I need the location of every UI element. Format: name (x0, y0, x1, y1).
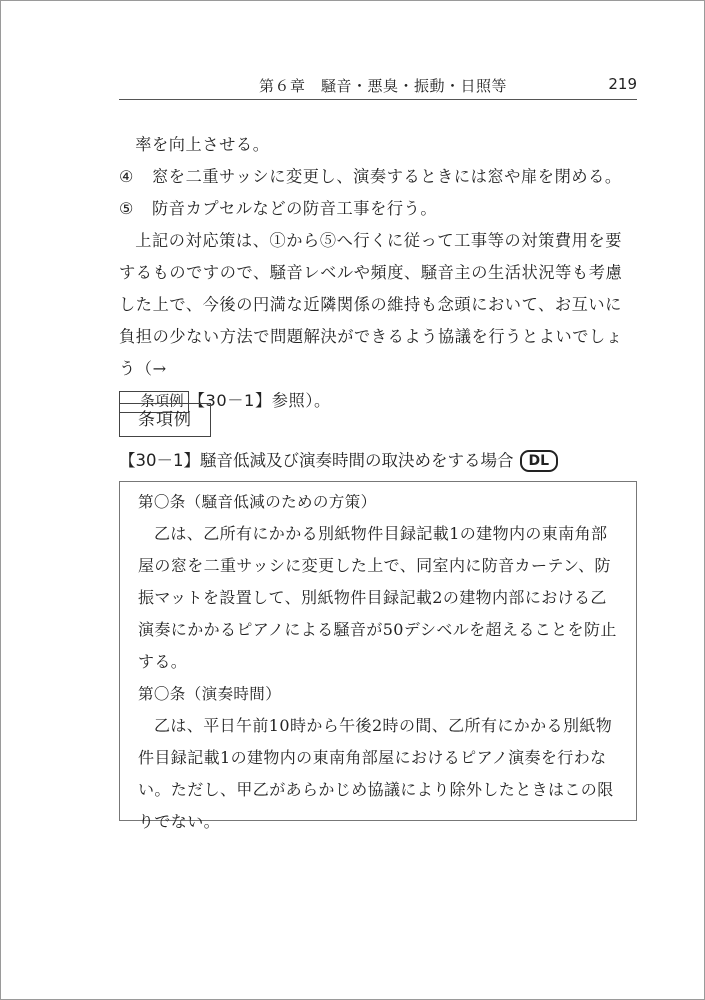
list-text: 窓を二重サッシに変更し、演奏するときには窓や扉を閉める。 (152, 167, 622, 186)
chapter-title: 第６章 騒音・悪臭・振動・日照等 (259, 77, 508, 95)
main-paragraph (119, 225, 637, 417)
list-number: ⑤ (119, 199, 135, 218)
section-label: 条項例 (119, 403, 211, 437)
reference-text: 【30－1】参照）。 (188, 391, 331, 410)
list-item (119, 161, 637, 193)
list-number: ④ (119, 167, 135, 186)
clause-box (119, 481, 637, 831)
list-item (119, 193, 637, 225)
page-number: 219 (608, 75, 637, 93)
paragraph-text: 上記の対応策は、①から⑤へ行くに従って工事等の対策費用を要するものですので、騒音レベルや頻度、騒音主の生活状況等も考慮した上で、今後の円満な近隣関係の維持も念頭において、お互いに負担の少ない方法で問題解決ができるよう協議を行うとよいでしょう（→ (119, 231, 623, 378)
clause-heading: 第〇条（騒音低減のための方策） (138, 493, 377, 511)
clause-text: 乙は、乙所有にかかる別紙物件目録記載1の建物内の東南角部屋の窓を二重サッシに変更した上で、同室内に防音カーテン、防振マットを設置して、別紙物件目録記載2の建物内部における乙演奏にかかるピアノによる騒音が50デシベルを超えることを防止する。 (138, 524, 617, 671)
clause-text: 乙は、平日午前10時から午後2時の間、乙所有にかかる別紙物件目録記載1の建物内の東南角部屋におけるピアノ演奏を行わない。ただし、甲乙があらかじめ協議により除外したときはこの限りでない。 (138, 716, 614, 831)
running-header (119, 75, 637, 100)
example-title-text: 【30－1】騒音低減及び演奏時間の取決めをする場合 (119, 451, 514, 470)
example-title (119, 449, 637, 473)
clause-heading: 第〇条（演奏時間） (138, 685, 282, 703)
body-text (119, 129, 637, 417)
download-badge: DL (520, 450, 559, 472)
reference-box: 条項例 (119, 391, 189, 413)
continued-line: 率を向上させる。 (135, 135, 270, 154)
list-text: 防音カプセルなどの防音工事を行う。 (152, 199, 438, 218)
